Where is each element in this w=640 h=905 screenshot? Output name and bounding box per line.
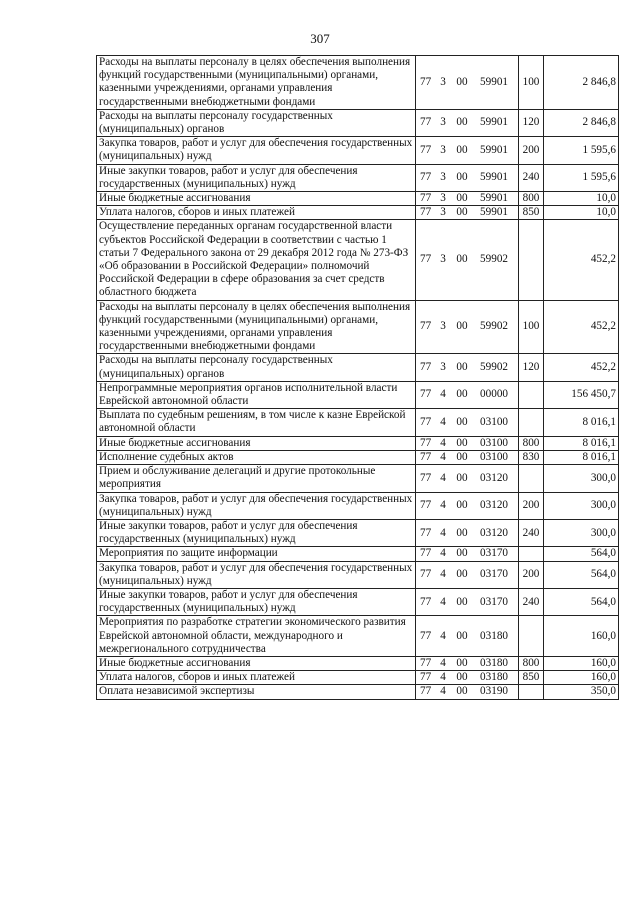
amount-cell: 300,0 (544, 492, 619, 519)
code-part: 00 (456, 547, 468, 560)
code-part: 4 (440, 595, 446, 608)
code-part: 4 (440, 685, 446, 698)
code-part: 77 (420, 206, 432, 219)
code-part: 4 (440, 568, 446, 581)
budget-table-body (97, 56, 619, 700)
code-part: 77 (420, 526, 432, 539)
code-part: 03120 (480, 471, 508, 484)
classification-code-cell (416, 671, 519, 685)
classification-code-cell (416, 685, 519, 699)
classification-code-cell (416, 465, 519, 492)
amount-cell: 1 595,6 (544, 137, 619, 164)
code-part: 00 (456, 629, 468, 642)
code-part: 00 (456, 499, 468, 512)
amount-cell: 10,0 (544, 206, 619, 220)
code-part: 77 (420, 116, 432, 129)
code-part: 4 (440, 450, 446, 463)
page-number: 307 (310, 31, 330, 46)
amount-cell: 452,2 (544, 354, 619, 381)
table-row (97, 671, 619, 685)
expense-type-cell: 850 (519, 671, 544, 685)
code-part: 03100 (480, 436, 508, 449)
expense-name-cell: Выплата по судебным решениям, в том числе к казне Еврейской автономной области (97, 409, 416, 436)
table-row (97, 492, 619, 519)
amount-cell: 350,0 (544, 685, 619, 699)
code-part: 00 (456, 320, 468, 333)
expense-name-cell: Расходы на выплаты персоналу государственных (муниципальных) органов (97, 109, 416, 136)
amount-cell: 8 016,1 (544, 450, 619, 464)
expense-name-cell: Иные бюджетные ассигнования (97, 192, 416, 206)
amount-cell: 300,0 (544, 465, 619, 492)
expense-name-cell: Расходы на выплаты персоналу в целях обеспечения выполнения функций государственными (муниципальными) органами, казенными учреждениями, органами управления государственными внебюджетными фондами (97, 300, 416, 354)
expense-name-cell: Закупка товаров, работ и услуг для обеспечения государственных (муниципальных) нужд (97, 492, 416, 519)
code-part: 59901 (480, 192, 508, 205)
expense-type-cell: 800 (519, 436, 544, 450)
table-row (97, 519, 619, 546)
code-part: 77 (420, 171, 432, 184)
code-part: 00 (456, 388, 468, 401)
code-part: 59901 (480, 75, 508, 88)
code-part: 03180 (480, 656, 508, 669)
code-part: 77 (420, 388, 432, 401)
code-part: 00 (456, 206, 468, 219)
code-part: 3 (440, 192, 446, 205)
classification-code-cell (416, 354, 519, 381)
classification-code-cell (416, 450, 519, 464)
code-part: 77 (420, 547, 432, 560)
expense-name-cell: Исполнение судебных актов (97, 450, 416, 464)
code-part: 59901 (480, 206, 508, 219)
code-part: 59902 (480, 320, 508, 333)
classification-code-cell (416, 192, 519, 206)
expense-type-cell: 120 (519, 109, 544, 136)
classification-code-cell (416, 220, 519, 300)
code-part: 59902 (480, 361, 508, 374)
code-part: 00 (456, 75, 468, 88)
code-part: 00 (456, 595, 468, 608)
expense-name-cell: Иные бюджетные ассигнования (97, 656, 416, 670)
expense-name-cell: Прием и обслуживание делегаций и другие протокольные мероприятия (97, 465, 416, 492)
code-part: 77 (420, 656, 432, 669)
code-part: 77 (420, 499, 432, 512)
code-part: 00 (456, 436, 468, 449)
classification-code-cell (416, 492, 519, 519)
code-part: 77 (420, 253, 432, 266)
expense-type-cell: 830 (519, 450, 544, 464)
table-row (97, 436, 619, 450)
code-part: 77 (420, 75, 432, 88)
code-part: 77 (420, 320, 432, 333)
code-part: 00 (456, 361, 468, 374)
table-row (97, 381, 619, 408)
code-part: 3 (440, 320, 446, 333)
code-part: 4 (440, 526, 446, 539)
code-part: 00 (456, 415, 468, 428)
code-part: 3 (440, 116, 446, 129)
code-part: 00 (456, 671, 468, 684)
code-part: 03120 (480, 499, 508, 512)
code-part: 59901 (480, 171, 508, 184)
expense-type-cell (519, 381, 544, 408)
expense-type-cell (519, 685, 544, 699)
expense-name-cell: Иные закупки товаров, работ и услуг для обеспечения государственных (муниципальных) нужд (97, 164, 416, 191)
code-part: 03120 (480, 526, 508, 539)
expense-type-cell (519, 547, 544, 561)
amount-cell: 8 016,1 (544, 409, 619, 436)
expense-type-cell: 120 (519, 354, 544, 381)
expense-type-cell: 100 (519, 300, 544, 354)
code-part: 00 (456, 143, 468, 156)
expense-name-cell: Закупка товаров, работ и услуг для обеспечения государственных (муниципальных) нужд (97, 561, 416, 588)
code-part: 00 (456, 116, 468, 129)
amount-cell: 2 846,8 (544, 56, 619, 110)
table-row (97, 300, 619, 354)
code-part: 77 (420, 629, 432, 642)
expense-name-cell: Осуществление переданных органам государственной власти субъектов Российской Федерации в соответствии с частью 1 статьи 7 Федерального закона от 29 декабря 2012 года № 273-ФЗ «Об образовании в Российской Федерации» полномочий Российской Федерации в сфере образования за счет средств областного бюджета (97, 220, 416, 300)
code-part: 03190 (480, 685, 508, 698)
table-row (97, 547, 619, 561)
expense-type-cell: 800 (519, 656, 544, 670)
classification-code-cell (416, 519, 519, 546)
code-part: 00 (456, 192, 468, 205)
code-part: 4 (440, 436, 446, 449)
amount-cell: 160,0 (544, 616, 619, 657)
code-part: 00 (456, 685, 468, 698)
table-row (97, 465, 619, 492)
classification-code-cell (416, 56, 519, 110)
classification-code-cell (416, 616, 519, 657)
table-row (97, 137, 619, 164)
expense-name-cell: Иные закупки товаров, работ и услуг для обеспечения государственных (муниципальных) нужд (97, 519, 416, 546)
code-part: 4 (440, 499, 446, 512)
classification-code-cell (416, 409, 519, 436)
classification-code-cell (416, 109, 519, 136)
expense-name-cell: Закупка товаров, работ и услуг для обеспечения государственных (муниципальных) нужд (97, 137, 416, 164)
code-part: 77 (420, 450, 432, 463)
budget-table (96, 55, 619, 700)
expense-type-cell (519, 465, 544, 492)
expense-name-cell: Оплата независимой экспертизы (97, 685, 416, 699)
table-row (97, 164, 619, 191)
code-part: 77 (420, 671, 432, 684)
expense-type-cell: 850 (519, 206, 544, 220)
code-part: 00 (456, 656, 468, 669)
table-row (97, 56, 619, 110)
table-row (97, 616, 619, 657)
amount-cell: 300,0 (544, 519, 619, 546)
expense-type-cell (519, 409, 544, 436)
code-part: 77 (420, 192, 432, 205)
code-part: 3 (440, 143, 446, 156)
classification-code-cell (416, 547, 519, 561)
expense-name-cell: Мероприятия по защите информации (97, 547, 416, 561)
expense-name-cell: Расходы на выплаты персоналу государственных (муниципальных) органов (97, 354, 416, 381)
table-row (97, 561, 619, 588)
code-part: 3 (440, 253, 446, 266)
amount-cell: 452,2 (544, 300, 619, 354)
classification-code-cell (416, 300, 519, 354)
code-part: 03180 (480, 629, 508, 642)
code-part: 00 (456, 526, 468, 539)
code-part: 77 (420, 568, 432, 581)
code-part: 03180 (480, 671, 508, 684)
expense-type-cell: 800 (519, 192, 544, 206)
code-part: 4 (440, 471, 446, 484)
code-part: 00 (456, 253, 468, 266)
amount-cell: 160,0 (544, 656, 619, 670)
code-part: 3 (440, 171, 446, 184)
code-part: 03100 (480, 415, 508, 428)
code-part: 77 (420, 361, 432, 374)
expense-name-cell: Мероприятия по разработке стратегии экономического развития Еврейской автономной области, международного и межрегионального сотрудничества (97, 616, 416, 657)
code-part: 59901 (480, 143, 508, 156)
amount-cell: 1 595,6 (544, 164, 619, 191)
code-part: 4 (440, 415, 446, 428)
code-part: 00000 (480, 388, 508, 401)
code-part: 03170 (480, 595, 508, 608)
code-part: 4 (440, 547, 446, 560)
expense-name-cell: Непрограммные мероприятия органов исполнительной власти Еврейской автономной области (97, 381, 416, 408)
expense-type-cell: 200 (519, 492, 544, 519)
code-part: 03100 (480, 450, 508, 463)
code-part: 3 (440, 75, 446, 88)
code-part: 03170 (480, 568, 508, 581)
expense-type-cell: 240 (519, 588, 544, 615)
amount-cell: 156 450,7 (544, 381, 619, 408)
expense-type-cell (519, 220, 544, 300)
table-row (97, 206, 619, 220)
code-part: 4 (440, 629, 446, 642)
code-part: 77 (420, 471, 432, 484)
code-part: 77 (420, 436, 432, 449)
table-row (97, 192, 619, 206)
amount-cell: 564,0 (544, 561, 619, 588)
table-row (97, 450, 619, 464)
amount-cell: 564,0 (544, 547, 619, 561)
code-part: 00 (456, 568, 468, 581)
code-part: 77 (420, 143, 432, 156)
table-row (97, 588, 619, 615)
expense-type-cell: 200 (519, 561, 544, 588)
expense-type-cell: 240 (519, 519, 544, 546)
expense-type-cell (519, 616, 544, 657)
classification-code-cell (416, 588, 519, 615)
code-part: 4 (440, 671, 446, 684)
amount-cell: 452,2 (544, 220, 619, 300)
amount-cell: 2 846,8 (544, 109, 619, 136)
expense-name-cell: Иные закупки товаров, работ и услуг для обеспечения государственных (муниципальных) нужд (97, 588, 416, 615)
code-part: 77 (420, 595, 432, 608)
expense-name-cell: Иные бюджетные ассигнования (97, 436, 416, 450)
table-row (97, 409, 619, 436)
classification-code-cell (416, 561, 519, 588)
classification-code-cell (416, 381, 519, 408)
code-part: 03170 (480, 547, 508, 560)
code-part: 00 (456, 171, 468, 184)
table-row (97, 354, 619, 381)
code-part: 3 (440, 206, 446, 219)
code-part: 59902 (480, 253, 508, 266)
classification-code-cell (416, 164, 519, 191)
expense-type-cell: 240 (519, 164, 544, 191)
code-part: 00 (456, 471, 468, 484)
classification-code-cell (416, 436, 519, 450)
classification-code-cell (416, 206, 519, 220)
code-part: 4 (440, 388, 446, 401)
expense-name-cell: Расходы на выплаты персоналу в целях обеспечения выполнения функций государственными (муниципальными) органами, казенными учреждениями, органами управления государственными внебюджетными фондами (97, 56, 416, 110)
classification-code-cell (416, 656, 519, 670)
expense-type-cell: 200 (519, 137, 544, 164)
code-part: 4 (440, 656, 446, 669)
code-part: 3 (440, 361, 446, 374)
classification-code-cell (416, 137, 519, 164)
amount-cell: 8 016,1 (544, 436, 619, 450)
amount-cell: 160,0 (544, 671, 619, 685)
expense-name-cell: Уплата налогов, сборов и иных платежей (97, 206, 416, 220)
code-part: 00 (456, 450, 468, 463)
expense-name-cell: Уплата налогов, сборов и иных платежей (97, 671, 416, 685)
table-row (97, 685, 619, 699)
table-row (97, 656, 619, 670)
table-row (97, 109, 619, 136)
amount-cell: 10,0 (544, 192, 619, 206)
amount-cell: 564,0 (544, 588, 619, 615)
code-part: 77 (420, 415, 432, 428)
expense-type-cell: 100 (519, 56, 544, 110)
code-part: 77 (420, 685, 432, 698)
table-row (97, 220, 619, 300)
code-part: 59901 (480, 116, 508, 129)
